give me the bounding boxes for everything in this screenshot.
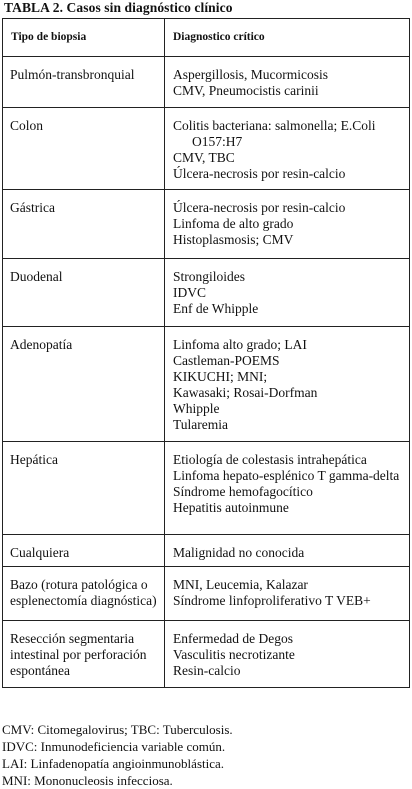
biopsy-type-cell [3,327,165,442]
biopsy-type-text: Pulmón-transbronquial [10,67,135,82]
diagnosis-text: Linfoma hepato-esplénico T gamma-delta [173,468,400,483]
diagnosis-text: MNI, Leucemia, Kalazar [173,577,308,592]
diagnosis-text: O157:H7 [192,134,243,149]
diagnosis-cell [165,108,410,190]
table-row [3,621,410,688]
table-row [3,57,410,108]
biopsy-type-text: Adenopatía [10,337,73,352]
diagnosis-text: Resin-calcio [173,663,241,678]
diagnosis-text: Enfermedad de Degos [173,631,293,646]
diagnosis-cell [165,442,410,535]
biopsy-type-text: Colon [10,118,44,133]
biopsy-type-text: Cualquiera [10,545,70,560]
biopsy-type-cell [3,621,165,688]
biopsy-type-text: espontánea [10,663,70,678]
biopsy-type-text: Resección segmentaria [10,631,135,646]
header-critical-diagnosis: Diagnostico crítico [165,19,410,57]
biopsy-type-text: intestinal por perforación [10,647,147,662]
biopsy-type-text: Bazo (rotura patológica o [10,577,148,592]
diagnosis-text: Castleman-POEMS [173,353,280,368]
diagnosis-text: Úlcera-necrosis por resin-calcio [173,166,346,181]
cases-table [2,18,410,688]
footnote: CMV: Citomegalovirus; TBC: Tuberculosis. [2,722,233,737]
diagnosis-text: Strongiloides [173,269,246,284]
diagnosis-cell [165,259,410,327]
footnote: MNI: Mononucleosis infecciosa. [2,773,173,788]
diagnosis-text: CMV, TBC [173,150,235,165]
table-header-row [3,19,410,57]
diagnosis-text: Histoplasmosis; CMV [173,232,294,247]
biopsy-type-cell [3,442,165,535]
diagnosis-text: Enf de Whipple [173,301,259,316]
table-row [3,259,410,327]
footnote: IDVC: Inmunodeficiencia variable común. [2,739,226,754]
diagnosis-text: Úlcera-necrosis por resin-calcio [173,200,346,215]
diagnosis-text: Etiología de colestasis intrahepática [173,452,367,467]
biopsy-type-text: Hepática [10,452,58,467]
diagnosis-text: Síndrome hemofagocítico [173,484,313,499]
biopsy-type-text: Duodenal [10,269,63,284]
diagnosis-text: CMV, Pneumocistis carinii [173,83,319,98]
diagnosis-text: Whipple [173,401,220,416]
diagnosis-text: Síndrome linfoproliferativo T VEB+ [173,593,371,608]
table-row [3,535,410,567]
biopsy-type-cell [3,535,165,567]
diagnosis-cell [165,621,410,688]
diagnosis-text: Aspergillosis, Mucormicosis [173,67,328,82]
diagnosis-cell [165,535,410,567]
header-biopsy-type: Tipo de biopsia [3,19,165,57]
table-row [3,108,410,190]
table-row [3,327,410,442]
diagnosis-text: KIKUCHI; MNI; [173,369,268,384]
diagnosis-text: IDVC [173,285,206,300]
diagnosis-text: Vasculitis necrotizante [173,647,295,662]
diagnosis-cell [165,567,410,621]
diagnosis-text: Colitis bacteriana: salmonella; E.Coli [173,118,376,133]
table-row [3,190,410,259]
biopsy-type-text: Gástrica [10,200,55,215]
diagnosis-text: Linfoma de alto grado [173,216,294,231]
diagnosis-text: Tularemia [173,417,228,432]
footnotes [2,721,233,789]
biopsy-type-cell [3,567,165,621]
biopsy-type-cell [3,57,165,108]
table-row [3,567,410,621]
table-row [3,442,410,535]
diagnosis-text: Hepatitis autoinmune [173,500,289,515]
diagnosis-text: Linfoma alto grado; LAI [173,337,307,352]
biopsy-type-cell [3,108,165,190]
table-caption: TABLA 2. Casos sin diagnóstico clínico [4,0,233,15]
diagnosis-text: Kawasaki; Rosai-Dorfman [173,385,318,400]
diagnosis-cell [165,327,410,442]
diagnosis-cell [165,57,410,108]
footnote: LAI: Linfadenopatía angioinmunoblástica. [2,756,225,771]
biopsy-type-cell [3,190,165,259]
biopsy-type-cell [3,259,165,327]
diagnosis-text: Malignidad no conocida [173,545,305,560]
diagnosis-cell [165,190,410,259]
biopsy-type-text: esplenectomía diagnóstica) [10,593,157,608]
